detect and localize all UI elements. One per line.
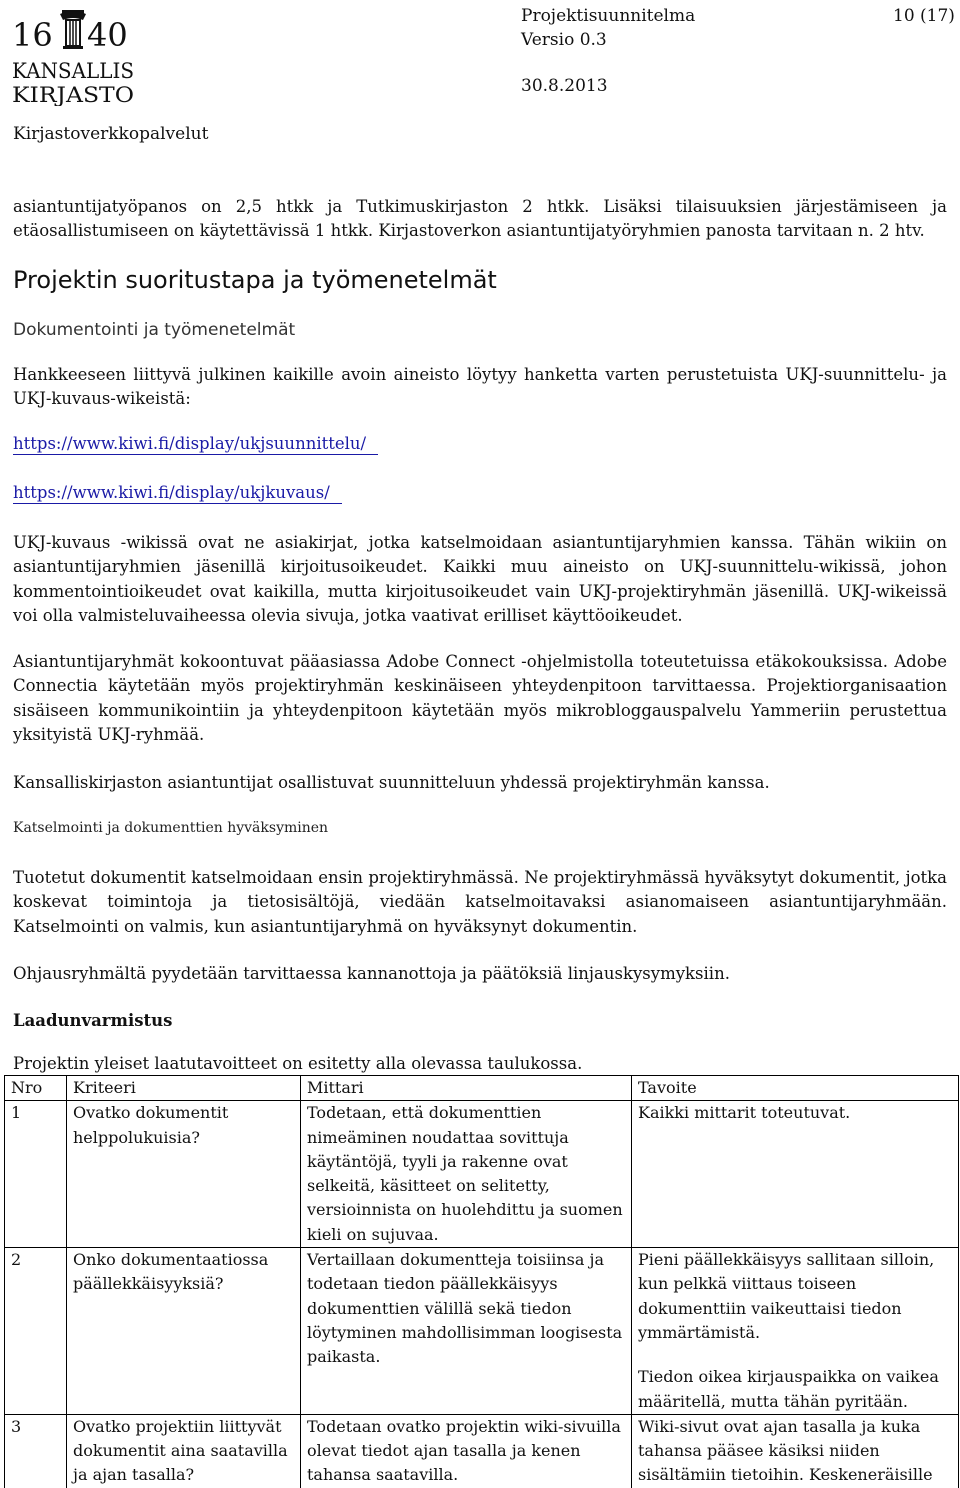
cell-tavoite-note: Tiedon oikea kirjauspaikka on vaikea määritellä, mutta tähän pyritään. bbox=[638, 1367, 939, 1411]
table-row bbox=[5, 1101, 959, 1248]
logo-year-left: 16 bbox=[12, 16, 53, 54]
table-row bbox=[5, 1414, 959, 1487]
document-version: Versio 0.3 bbox=[521, 30, 607, 50]
quality-table bbox=[4, 1075, 959, 1488]
logo-year-right: 40 bbox=[87, 16, 128, 54]
cell-tavoite: Kaikki mittarit toteutuvat. bbox=[632, 1101, 959, 1248]
cell-tavoite-group bbox=[632, 1248, 959, 1415]
paragraph-review: Tuotetut dokumentit katselmoidaan ensin projektiryhmässä. Ne projektiryhmässä hyväksytyt dokumentit, jotka koskevat toimintoja ja tietosisältöjä, viedään katselmoitavaksi asianomaiseen asiantuntijaryhmään. Katselmointi on valmis, kun asiantuntijaryhmä on hyväksynyt dokumentin. bbox=[13, 868, 947, 936]
header-mittari: Mittari bbox=[301, 1076, 632, 1101]
intro-paragraph: asiantuntijatyöpanos on 2,5 htkk ja Tutkimuskirjaston 2 htkk. Lisäksi tilaisuuksien järjestämiseen ja etäosallistumiseen on käytettävissä 1 htkk. Kirjastoverkon asiantuntijatyöryhmien panosta tarvitaan n. 2 htv. bbox=[13, 197, 947, 241]
cell-kriteeri: Ovatko dokumentit helppolukuisia? bbox=[67, 1101, 301, 1248]
document-title: Projektisuunnitelma bbox=[521, 6, 696, 26]
paragraph-wiki-rights: UKJ-kuvaus -wikissä ovat ne asiakirjat, jotka katselmoidaan asiantuntijaryhmien kanssa. Tähän wikiin on asiantuntijaryhmien jäsenillä kirjoitusoikeudet. Kaikki muu aineisto on UKJ-suunnittelu-wikissä, johon kommentointioikeudet ovat kaikilla, mutta kirjoitusoikeudet vain UKJ-projektiryhmän jäsenillä. UKJ-wikeissä voi olla valmisteluvaiheessa olevia sivuja, jotka vaativat erilliset käyttöoikeudet. bbox=[13, 533, 947, 625]
paragraph-quality-intro: Projektin yleiset laatutavoitteet on esitetty alla olevassa taulukossa. bbox=[13, 1054, 583, 1073]
logo-graphic bbox=[10, 6, 140, 106]
link-ukjkuvaus[interactable]: https://www.kiwi.fi/display/ukjkuvaus/ bbox=[13, 483, 342, 504]
cell-mittari: Todetaan, että dokumenttien nimeäminen noudattaa sovittuja käytäntöjä, tyyli ja rakenne ovat selkeitä, käsitteet on selitetty, versioinnista on huolehdittu ja suomen kieli on sujuvaa. bbox=[301, 1101, 632, 1248]
cell-tavoite: Wiki-sivut ovat ajan tasalla ja kuka tahansa pääsee käsiksi niiden sisältämiin tietoihin. Keskeneräisille bbox=[632, 1414, 959, 1487]
header-tavoite: Tavoite bbox=[632, 1076, 959, 1101]
table-row bbox=[5, 1248, 959, 1415]
header-kriteeri: Kriteeri bbox=[67, 1076, 301, 1101]
paragraph-wiki-intro: Hankkeeseen liittyvä julkinen kaikille avoin aineisto löytyy hanketta varten perustetuista UKJ-suunnittelu- ja UKJ-kuvaus-wikeistä: bbox=[13, 365, 947, 409]
paragraph-experts: Kansalliskirjaston asiantuntijat osallistuvat suunnitteluun yhdessä projektiryhmän kanssa. bbox=[13, 773, 770, 792]
document-date: 30.8.2013 bbox=[521, 76, 608, 96]
header-nro: Nro bbox=[5, 1076, 67, 1101]
link-ukjsuunnittelu[interactable]: https://www.kiwi.fi/display/ukjsuunnittelu/ bbox=[13, 434, 378, 455]
cell-kriteeri: Onko dokumentaatiossa päällekkäisyyksiä? bbox=[67, 1248, 301, 1415]
cell-kriteeri: Ovatko projektiin liittyvät dokumentit aina saatavilla ja ajan tasalla? bbox=[67, 1414, 301, 1487]
cell-nro: 3 bbox=[5, 1414, 67, 1487]
subsection-heading-documentation: Dokumentointi ja työmenetelmät bbox=[13, 320, 296, 340]
cell-nro: 2 bbox=[5, 1248, 67, 1415]
logo-line2: KIRJASTO bbox=[12, 83, 134, 106]
cell-tavoite: Pieni päällekkäisyys sallitaan silloin, kun pelkkä viittaus toiseen dokumenttiin vaikeuttaisi tiedon ymmärtämistä. bbox=[638, 1250, 935, 1342]
table-header-row bbox=[5, 1076, 959, 1101]
kansalliskirjasto-logo bbox=[10, 6, 140, 106]
cell-mittari: Vertaillaan dokumentteja toisiinsa ja todetaan tiedon päällekkäisyys dokumenttien välillä sekä tiedon löytyminen mahdollisimman loogisesta paikasta. bbox=[301, 1248, 632, 1415]
logo-line1: KANSALLIS bbox=[12, 59, 134, 83]
paragraph-steering-group: Ohjausryhmältä pyydetään tarvittaessa kannanottoja ja päätöksiä linjauskysymyksiin. bbox=[13, 964, 730, 983]
paragraph-meetings: Asiantuntijaryhmät kokoontuvat pääasiassa Adobe Connect -ohjelmistolla toteutetuissa etäkokouksissa. Adobe Connectia käytetään myös projektiryhmän keskinäiseen yhteydenpitoon tarvittaessa. Projektiorganisaation sisäiseen kommunikointiin ja yhteydenpitoon käytetään myös mikrobloggauspalvelu Yammeriin perustettua yksityistä UKJ-ryhmää. bbox=[13, 652, 947, 744]
section-heading: Projektin suoritustapa ja työmenetelmät bbox=[13, 266, 497, 294]
column-emblem-icon bbox=[60, 10, 86, 49]
subsection-heading-quality: Laadunvarmistus bbox=[13, 1011, 173, 1030]
department-name: Kirjastoverkkopalvelut bbox=[13, 124, 209, 144]
cell-mittari: Todetaan ovatko projektin wiki-sivuilla olevat tiedot ajan tasalla ja kenen tahansa saatavilla. bbox=[301, 1414, 632, 1487]
cell-nro: 1 bbox=[5, 1101, 67, 1248]
subsection-heading-review: Katselmointi ja dokumenttien hyväksyminen bbox=[13, 820, 329, 836]
page-number: 10 (17) bbox=[893, 6, 955, 26]
